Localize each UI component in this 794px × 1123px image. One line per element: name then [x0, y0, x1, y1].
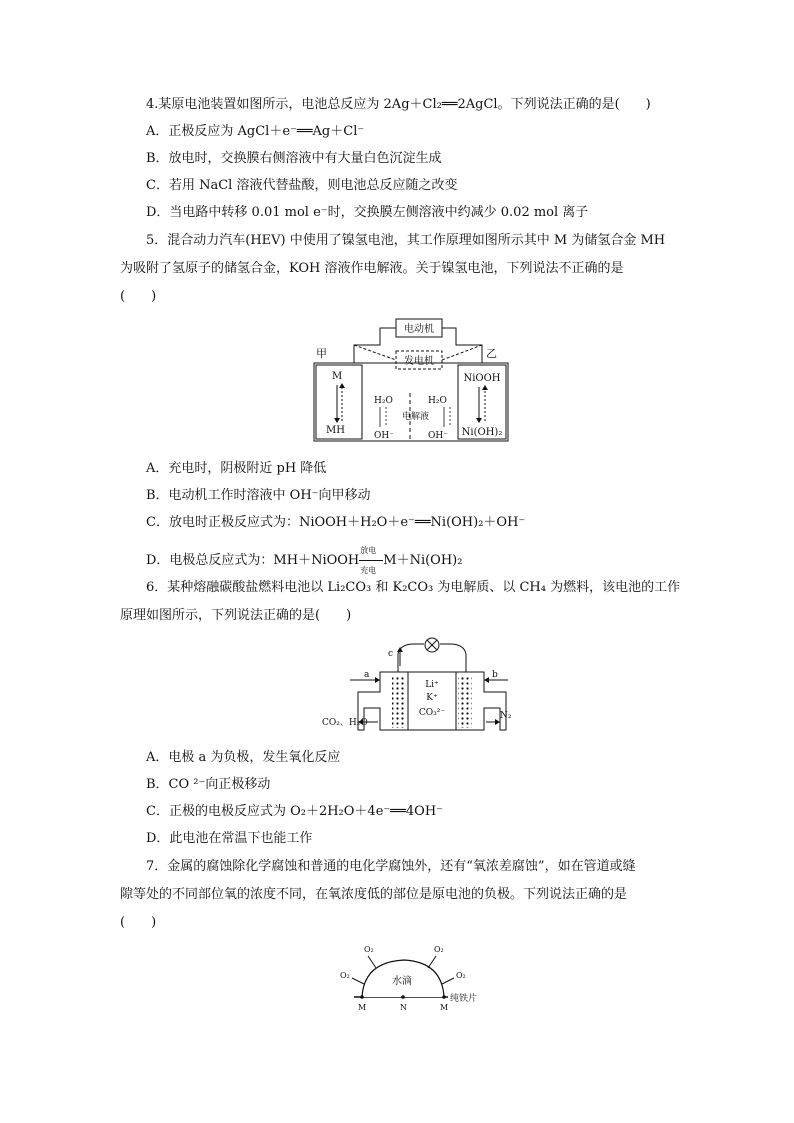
q6-stem-line1: 6．某种熔融碳酸盐燃料电池以 Li₂CO₃ 和 K₂CO₃ 为电解质、以 CH₄ 为燃料，该电池的工作 [146, 580, 681, 595]
reversible-arrow-below: 充电 [360, 566, 377, 575]
inlet-a-head [375, 677, 380, 683]
o2-label-2: O₂ [364, 945, 374, 954]
q4-option-d: D．当电路中转移 0.01 mol e⁻时，交换膜左侧溶液中约减少 0.02 mol 离子 [146, 205, 589, 220]
mid-h2o-right: H₂O [428, 396, 447, 406]
q5-option-d-prefix: D．电极总反应式为：MH＋NiOOH [146, 553, 360, 568]
q5-stem-line3: ( ) [120, 289, 157, 304]
q5-option-b: B．电动机工作时溶液中 OH⁻向甲移动 [146, 488, 371, 503]
generator-label: 发电机 [404, 356, 434, 367]
reversible-arrow [359, 546, 383, 575]
circuit-left [398, 644, 424, 672]
o2-arrow-1 [352, 978, 364, 984]
q7-stem-line3: ( ) [120, 915, 157, 930]
electrode-b-pores [458, 676, 472, 728]
left-arrow-head-up [339, 383, 345, 388]
electrode-a-pores [392, 676, 406, 728]
label-a: a [364, 670, 370, 680]
carbonate-fuel-cell-diagram [320, 636, 510, 736]
right-bottom-label: Ni(OH)₂ [461, 427, 503, 438]
q5-stem-line1: 5．混合动力汽车(HEV) 中使用了镍氢电池，其工作原理如图所示其中 M 为储氢合金 MH [146, 233, 666, 248]
right-arrow-head-up [482, 385, 488, 390]
q6-stem-line2: 原理如图所示，下列说法正确的是( ) [120, 608, 352, 623]
o2-arrow-2 [368, 956, 376, 968]
o2-arrow-4 [442, 978, 454, 984]
o2-label-1: O₂ [340, 971, 350, 980]
q6-option-d: D．此电池在常温下也能工作 [146, 831, 313, 846]
left-arrow-head-down [334, 418, 340, 423]
point-m-left [360, 995, 364, 999]
outlet-left-label: CO₂、H₂O [322, 718, 368, 728]
oxygen-concentration-diagram [330, 940, 520, 1016]
q5-option-d [146, 546, 463, 575]
q7-stem-line2: 隙等处的不同部位氧的浓度不同，在氧浓度低的部位是原电池的负极。下列说法正确的是 [120, 887, 628, 902]
q6-option-c: C．正极的电极反应式为 O₂＋2H₂O＋4e⁻══4OH⁻ [146, 804, 444, 819]
left-top-label: M [332, 371, 343, 382]
q7-stem-line1: 7．金属的腐蚀除化学腐蚀和普通的电化学腐蚀外，还有“氧浓差腐蚀”，如在管道或缝 [146, 859, 636, 874]
right-top-label: NiOOH [463, 373, 501, 384]
o2-label-3: O₂ [434, 945, 444, 954]
label-m-right: M [440, 1003, 449, 1012]
right-arrow-head-down [476, 418, 482, 423]
mid-oh-left: OH⁻ [374, 431, 394, 441]
label-c: c [388, 649, 394, 659]
label-n: N [400, 1003, 407, 1012]
motor-label: 电动机 [404, 324, 434, 335]
mid-h2o-left: H₂O [374, 396, 393, 406]
q4-option-b: B．放电时，交换膜右侧溶液中有大量白色沉淀生成 [146, 151, 442, 166]
q5-option-c: C．放电时正极反应式为：NiOOH＋H₂O＋e⁻══Ni(OH)₂＋OH⁻ [146, 515, 526, 530]
o2-arrow-3 [428, 956, 436, 968]
o2-label-4: O₂ [456, 971, 466, 980]
mid-oh-right: OH⁻ [428, 431, 448, 441]
outlet-right-label: N₂ [500, 711, 512, 721]
q5-option-d-suffix: M＋Ni(OH)₂ [383, 553, 463, 568]
tank-label-yi: 乙 [486, 347, 497, 360]
label-m-left: M [358, 1003, 367, 1012]
wire-right-generator [442, 345, 482, 360]
electrolyte-label: 电解液 [402, 412, 430, 422]
point-m-right [442, 995, 446, 999]
wire-left-generator [354, 345, 396, 360]
q4-option-c: C．若用 NaCl 溶液代替盐酸，则电池总反应随之改变 [146, 178, 458, 193]
plate-label: 纯铁片 [450, 994, 478, 1004]
q5-stem-line2: 为吸附了氢原子的储氢合金，KOH 溶液作电解液。关于镍氢电池，下列说法不正确的是 [120, 261, 624, 276]
reversible-arrow-line [359, 560, 383, 561]
q6-option-a: A．电极 a 为负极，发生氧化反应 [146, 750, 341, 765]
reversible-arrow-above: 放电 [360, 546, 377, 555]
drop-label: 水滴 [392, 976, 412, 987]
label-b: b [492, 670, 498, 680]
tank-label-jia: 甲 [316, 347, 327, 360]
ion-k: K⁺ [426, 693, 438, 703]
ion-li: Li⁺ [425, 680, 439, 690]
point-n [401, 995, 405, 999]
left-bottom-label: MH [326, 425, 345, 436]
circuit-right [440, 644, 466, 672]
ion-co3: CO₃²⁻ [418, 708, 446, 718]
q6-option-b: B．CO ²⁻向正极移动 [146, 777, 271, 792]
nimh-battery-diagram [310, 315, 510, 443]
q4-option-a: A．正极反应为 AgCl＋e⁻══Ag＋Cl⁻ [146, 124, 365, 139]
inlet-b-head [484, 677, 489, 683]
q5-option-a: A．充电时，阴极附近 pH 降低 [146, 461, 327, 476]
q4-stem: 4.某原电池装置如图所示，电池总反应为 2Ag＋Cl₂══2AgCl。下列说法正确的是( ) [146, 97, 651, 112]
